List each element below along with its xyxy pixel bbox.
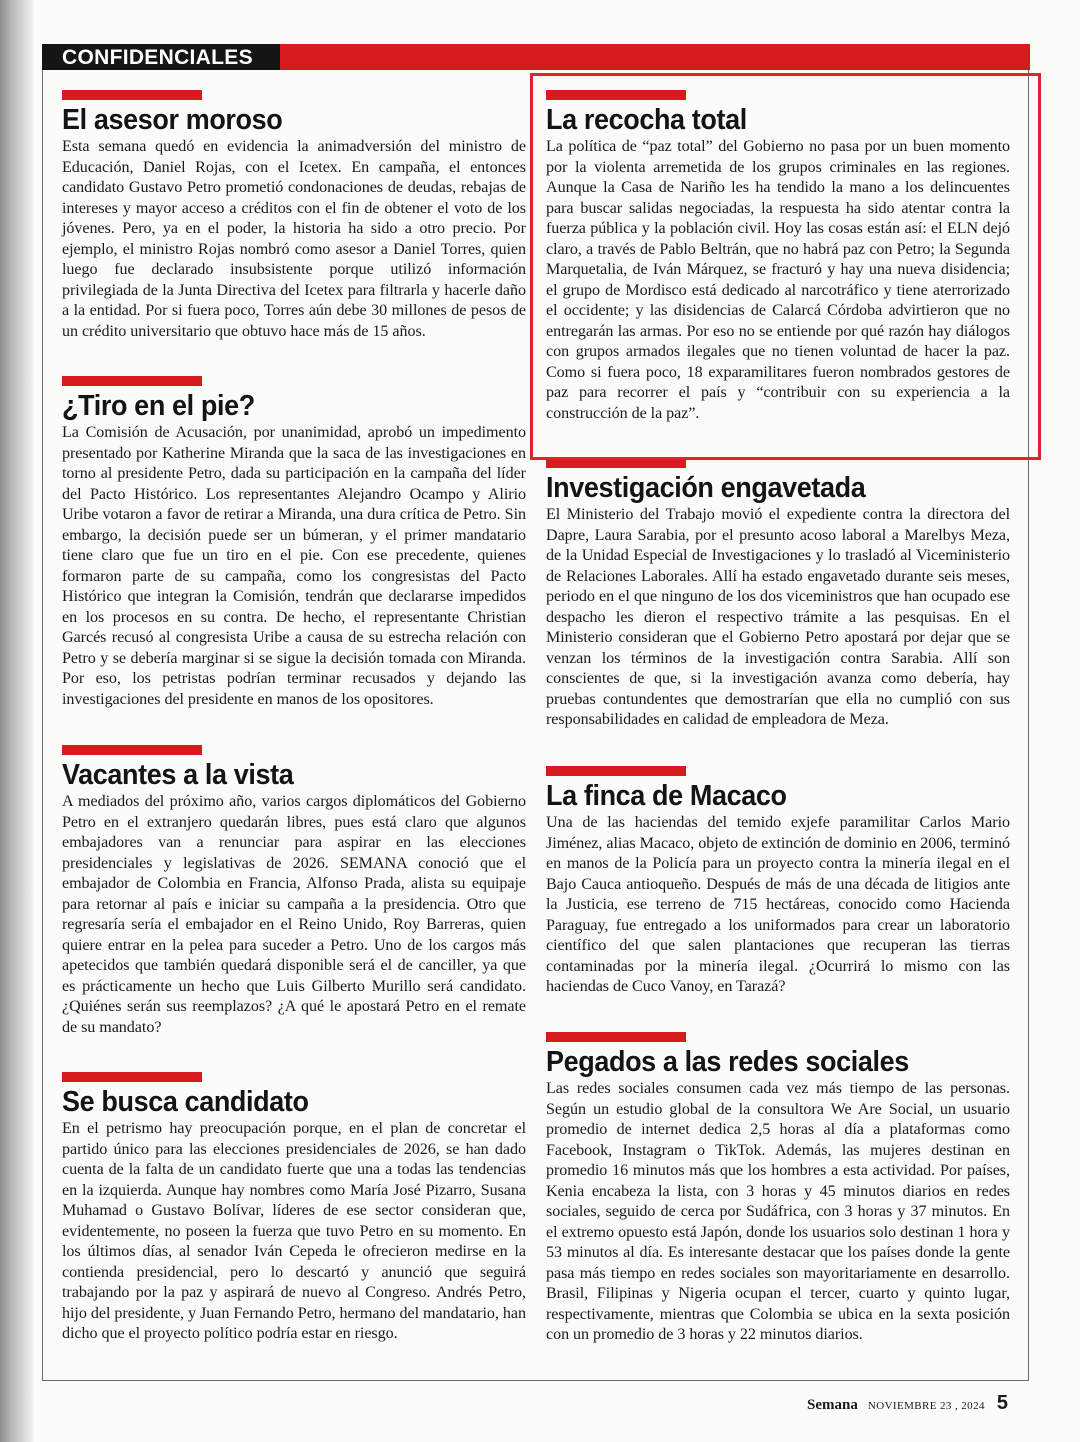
article-title: Se busca candidato <box>62 1086 309 1118</box>
article-accent-bar <box>62 745 202 755</box>
article-title: Pegados a las redes sociales <box>546 1046 909 1078</box>
article-accent-bar <box>546 766 686 776</box>
article-accent-bar <box>62 90 202 100</box>
article-investigacion-engavetada <box>546 458 1010 731</box>
article-body: La Comisión de Acusación, por unanimidad, aprobó un impedimento presentado por Katherine Miranda que la saca de las investigaciones en torno al presidente Petro, dada su participación en la campaña del líder del Pacto Histórico. Los representantes Alejandro Ocampo y Alirio Uribe votaron a favor de retirar a Miranda, una dura crítica de Petro. Sin embargo, la decisión puede ser un búmeran, y el primer mandatario tiene claro que fue un tiro en el pie. Con ese precedente, quienes formaron parte de su campaña, como los congresistas del Pacto Histórico que integran la Comisión, tendrán que declararse impedidos en los procesos en su contra. De hecho, el representante Christian Garcés recusó al congresista Uribe a causa de su estrecha relación con Petro y se debería marginar si se sigue la decisión tomada con Miranda. Por eso, los petristas podrían terminar recusados y dejando las investigaciones del presidente en manos de los opositores. <box>62 424 526 708</box>
article-title: La finca de Macaco <box>546 780 787 812</box>
page-footer <box>807 1392 1008 1415</box>
article-body: A mediados del próximo año, varios cargos diplomáticos del Gobierno Petro en el extranjero quedarán libres, pues está claro que algunos embajadores van a renunciar para aspirar en las elecciones presidenciales y legislativas de 2026. SEMANA conoció que el embajador de Colombia en Francia, Alfonso Prada, alista su equipaje para retornar al país e iniciar su campaña a la presidencia. Otro que regresaría sería el embajador en el Reino Unido, Roy Barreras, quien quiere entrar en la pelea para suceder a Petro. Uno de los cargos más apetecidos que también quedará disponible será el de canciller, ya que es prácticamente un hecho que Luis Gilberto Murillo será candidato. ¿Quiénes serán sus reemplazos? ¿A qué le apostará Petro en el remate de su mandato? <box>62 793 526 1036</box>
article-el-asesor-moroso <box>62 90 526 342</box>
article-vacantes-a-la-vista <box>62 745 526 1038</box>
article-se-busca-candidato <box>62 1072 526 1345</box>
article-body: El Ministerio del Trabajo movió el expediente contra la directora del Dapre, Laura Sarabia, por el presunto acoso laboral a Marelbys Meza, de la Unidad Especial de Investigaciones y lo trasladó al Viceministerio de Relaciones Laborales. Allí ha estado engavetado durante seis meses, periodo en el que ninguno de los dos viceministros que han ocupado ese despacho les dieron el respectivo trámite a las pesquisas. En el Ministerio consideran que el Gobierno Petro apostará por dejar que se venzan los términos de la investigación contra Sarabia. Allí son conscientes de que, si la investigación avanza como debería, hay pruebas contundentes que demostrarían que ella no cumplió con sus responsabilidades en calidad de empleadora de Meza. <box>546 506 1010 728</box>
magazine-name: Semana <box>807 1397 858 1413</box>
article-title: La recocha total <box>546 104 747 136</box>
page-number: 5 <box>996 1392 1008 1414</box>
article-body: Esta semana quedó en evidencia la animadversión del ministro de Educación, Daniel Rojas, con el Icetex. En campaña, el entonces candidato Gustavo Petro prometió condonaciones de deudas, rebajas de intereses y mayor acceso a créditos con el fin de obtener el voto de los jóvenes. Pero, ya en el poder, la historia ha sido a otro precio. Por ejemplo, el ministro Rojas nombró como asesor a Daniel Torres, quien luego fue declarado insubsistente porque utilizó información privilegiada de la Junta Directiva del Icetex para filtrarla y hacerle daño a la entidad. Por si fuera poco, Torres aún debe 30 millones de pesos de un crédito universitario que obtuvo hace más de 15 años. <box>62 138 526 340</box>
article-accent-bar <box>546 90 686 100</box>
article-body: Una de las haciendas del temido exjefe paramilitar Carlos Mario Jiménez, alias Macaco, objeto de extinción de dominio en 2006, terminó en manos de la Policía para un proyecto contra la minería ilegal en el Bajo Cauca antioqueño. Después de más de una década de litigios ante la Justicia, ese terreno de 715 hectáreas, conocido como Hacienda Paraguay, fue entregado a los uniformados para crear un laboratorio científico del que salen plantaciones que recuperan las tierras contaminadas por la minería ilegal. ¿Ocurrirá lo mismo con las haciendas de Cuco Vanoy, en Tarazá? <box>546 814 1010 995</box>
article-body: Las redes sociales consumen cada vez más tiempo de las personas. Según un estudio global de la consultora We Are Social, un usuario promedio de internet dedica 2,5 horas al día a plataformas como Facebook, Instagram o TikTok. Además, las mujeres destinan en promedio 16 minutos más que los hombres a esta actividad. Por países, Kenia encabeza la lista, con 3 horas y 45 minutos diarios en redes sociales, seguido de cerca por Sudáfrica, con 3 horas y 37 minutos. En el extremo opuesto está Japón, donde los usuarios solo destinan 1 hora y 53 minutos al día. Es interesante destacar que los países donde la gente pasa más tiempo en redes sociales son mayoritariamente en desarrollo. Brasil, Filipinas y Nigeria ocupan el tercer, cuarto y quinto lugar, respectivamente, mientras que Colombia se ubica en la sexta posición con un promedio de 3 horas y 22 minutos diarios. <box>546 1080 1010 1343</box>
article-accent-bar <box>62 1072 202 1082</box>
article-title: ¿Tiro en el pie? <box>62 390 255 422</box>
article-accent-bar <box>62 376 202 386</box>
article-la-recocha-total <box>546 90 1010 424</box>
issue-date: NOVIEMBRE 23 , 2024 <box>867 1400 985 1412</box>
article-la-finca-de-macaco <box>546 766 1010 998</box>
article-title: Vacantes a la vista <box>62 759 294 791</box>
article-body: En el petrismo hay preocupación porque, en el plan de concretar el partido único para las elecciones presidenciales de 2026, se han dado cuenta de la falta de un candidato fuerte que una a todas las tendencias en la izquierda. Aunque hay nombres como María José Pizarro, Susana Muhamad o Gustavo Bolívar, líderes de ese sector consideran que, evidentemente, no poseen la fuerza que tuvo Petro en su momento. En los últimos días, al senador Iván Cepeda le ofrecieron medirse en la contienda presidencial, pero lo descartó y anunció que seguirá trabajando por la paz y aspirará de nuevo al Congreso. Andrés Petro, hijo del presidente, y Juan Fernando Petro, hermano del mandatario, han dicho que el proyecto político podría estar en riesgo. <box>62 1120 526 1342</box>
page-binding-shadow <box>0 0 34 1442</box>
article-accent-bar <box>546 458 686 468</box>
article-accent-bar <box>546 1032 686 1042</box>
article-body: La política de “paz total” del Gobierno no pasa por un buen momento por la violenta arremetida de los grupos criminales en las regiones. Aunque la Casa de Nariño les ha tendido la mano a los delincuentes para buscar salidas negociadas, la respuesta ha sido atentar contra la fuerza pública y la población civil. Hoy las cosas están así: el ELN dejó claro, a través de Pablo Beltrán, que no habrá paz con Petro; la Segunda Marquetalia, de Iván Márquez, se fracturó y hay una nueva disidencia; el grupo de Mordisco está dedicado al narcotráfico y tiene aterrorizado el occidente; y las disidencias de Calarcá Córdoba advirtieron que no entregarán las armas. Por eso no se entiende por qué razón hay diálogos con grupos armados ilegales que no tienen voluntad de hacer la paz. Como si fuera poco, 18 exparamilitares fueron nombrados gestores de paz para recorrer el país y “contribuir con su experiencia a la construcción de la paz”. <box>546 138 1010 422</box>
article-title: El asesor moroso <box>62 104 283 136</box>
article-tiro-en-el-pie <box>62 376 526 710</box>
article-title: Investigación engavetada <box>546 472 866 504</box>
article-pegados-a-las-redes-sociales <box>546 1032 1010 1346</box>
section-tag: CONFIDENCIALES <box>42 44 280 70</box>
